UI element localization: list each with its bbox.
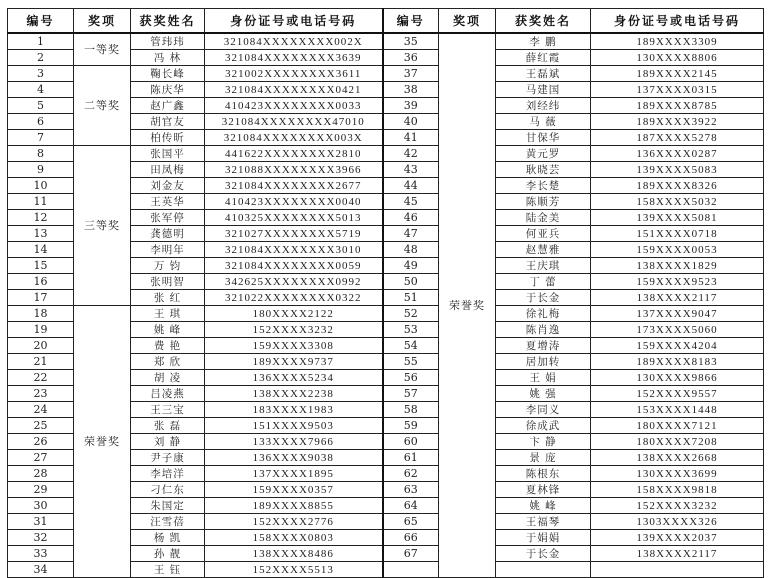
id-or-phone: 321084XXXXXXXX2677 — [205, 178, 383, 194]
winner-name: 柏传昕 — [131, 130, 205, 146]
winner-name: 尹子康 — [131, 450, 205, 466]
winner-name: 陈根东 — [496, 466, 591, 482]
row-number: 31 — [8, 514, 74, 530]
row-number: 14 — [8, 242, 74, 258]
winner-name: 于长金 — [496, 546, 591, 562]
row-number: 41 — [383, 130, 439, 146]
header-id-or-phone: 身份证号或电话号码 — [591, 9, 764, 34]
winners-table — [7, 8, 764, 578]
winner-name: 王福琴 — [496, 514, 591, 530]
winner-name: 于娟娟 — [496, 530, 591, 546]
row-number: 28 — [8, 466, 74, 482]
winner-name: 陈肖逸 — [496, 322, 591, 338]
winner-name: 田凤梅 — [131, 162, 205, 178]
winner-name: 胡 凌 — [131, 370, 205, 386]
id-or-phone: 136XXXX9038 — [205, 450, 383, 466]
winner-name: 徐成武 — [496, 418, 591, 434]
row-number: 47 — [383, 226, 439, 242]
id-or-phone: 136XXXX5234 — [205, 370, 383, 386]
row-number: 39 — [383, 98, 439, 114]
row-number: 15 — [8, 258, 74, 274]
id-or-phone: 1303XXXX326 — [591, 514, 764, 530]
winner-name: 郑 欣 — [131, 354, 205, 370]
winner-name: 李明年 — [131, 242, 205, 258]
id-or-phone: 159XXXX4204 — [591, 338, 764, 354]
winner-name: 姚 强 — [496, 386, 591, 402]
id-or-phone: 183XXXX1983 — [205, 402, 383, 418]
winner-name: 王磊斌 — [496, 66, 591, 82]
winner-name: 耿晓芸 — [496, 162, 591, 178]
winner-name: 胡官友 — [131, 114, 205, 130]
id-or-phone: 180XXXX7208 — [591, 434, 764, 450]
id-or-phone: 189XXXX2145 — [591, 66, 764, 82]
id-or-phone: 187XXXX5278 — [591, 130, 764, 146]
row-number: 50 — [383, 274, 439, 290]
id-or-phone: 342625XXXXXXXX0992 — [205, 274, 383, 290]
winner-name: 龚德明 — [131, 226, 205, 242]
id-or-phone: 321022XXXXXXXX0322 — [205, 290, 383, 306]
winner-name: 吕凌燕 — [131, 386, 205, 402]
header-number: 编号 — [383, 9, 439, 34]
row-number: 48 — [383, 242, 439, 258]
row-number: 57 — [383, 386, 439, 402]
id-or-phone: 410423XXXXXXXX0040 — [205, 194, 383, 210]
row-number: 22 — [8, 370, 74, 386]
id-or-phone: 133XXXX7966 — [205, 434, 383, 450]
row-number: 67 — [383, 546, 439, 562]
id-or-phone: 180XXXX2122 — [205, 306, 383, 322]
row-number: 7 — [8, 130, 74, 146]
empty-cell — [383, 562, 439, 578]
winner-name: 王 娟 — [496, 370, 591, 386]
winner-name: 李培洋 — [131, 466, 205, 482]
award-category: 二等奖 — [74, 66, 131, 146]
row-number: 46 — [383, 210, 439, 226]
id-or-phone: 151XXXX0718 — [591, 226, 764, 242]
id-or-phone: 180XXXX7121 — [591, 418, 764, 434]
winner-name: 马建国 — [496, 82, 591, 98]
row-number: 12 — [8, 210, 74, 226]
row-number: 34 — [8, 562, 74, 578]
row-number: 54 — [383, 338, 439, 354]
row-number: 6 — [8, 114, 74, 130]
winner-name: 王三宝 — [131, 402, 205, 418]
id-or-phone: 189XXXX3309 — [591, 33, 764, 50]
row-number: 16 — [8, 274, 74, 290]
id-or-phone: 138XXXX1829 — [591, 258, 764, 274]
id-or-phone: 321088XXXXXXXX3966 — [205, 162, 383, 178]
id-or-phone: 189XXXX8785 — [591, 98, 764, 114]
id-or-phone: 137XXXX0315 — [591, 82, 764, 98]
id-or-phone: 159XXXX9523 — [591, 274, 764, 290]
winner-name: 王庆琪 — [496, 258, 591, 274]
id-or-phone: 152XXXX5513 — [205, 562, 383, 578]
row-number: 33 — [8, 546, 74, 562]
id-or-phone: 152XXXX9557 — [591, 386, 764, 402]
id-or-phone: 189XXXX8855 — [205, 498, 383, 514]
winner-name: 夏增涛 — [496, 338, 591, 354]
id-or-phone: 158XXXX9818 — [591, 482, 764, 498]
id-or-phone: 136XXXX0287 — [591, 146, 764, 162]
winner-name: 冯 林 — [131, 50, 205, 66]
winner-name: 陈顺芳 — [496, 194, 591, 210]
id-or-phone: 159XXXX3308 — [205, 338, 383, 354]
row-number: 27 — [8, 450, 74, 466]
row-number: 59 — [383, 418, 439, 434]
id-or-phone: 153XXXX1448 — [591, 402, 764, 418]
winner-name: 陈庆华 — [131, 82, 205, 98]
row-number: 9 — [8, 162, 74, 178]
winner-name: 黄元罗 — [496, 146, 591, 162]
row-number: 40 — [383, 114, 439, 130]
winner-name: 万 钧 — [131, 258, 205, 274]
winner-name: 徐礼梅 — [496, 306, 591, 322]
row-number: 30 — [8, 498, 74, 514]
id-or-phone: 139XXXX5083 — [591, 162, 764, 178]
row-number: 37 — [383, 66, 439, 82]
header-id-or-phone: 身份证号或电话号码 — [205, 9, 383, 34]
row-number: 1 — [8, 33, 74, 50]
row-number: 42 — [383, 146, 439, 162]
winner-name: 夏林锋 — [496, 482, 591, 498]
winner-name: 张国平 — [131, 146, 205, 162]
winner-name: 鞠长峰 — [131, 66, 205, 82]
id-or-phone: 137XXXX1895 — [205, 466, 383, 482]
award-category: 荣誉奖 — [74, 306, 131, 578]
row-number: 5 — [8, 98, 74, 114]
row-number: 61 — [383, 450, 439, 466]
row-number: 20 — [8, 338, 74, 354]
winner-name: 刘经纬 — [496, 98, 591, 114]
winner-name: 居加转 — [496, 354, 591, 370]
id-or-phone: 321084XXXXXXXX0059 — [205, 258, 383, 274]
winner-name: 陆金美 — [496, 210, 591, 226]
winner-name: 张明智 — [131, 274, 205, 290]
id-or-phone: 158XXXX0803 — [205, 530, 383, 546]
winner-name: 赵慧雅 — [496, 242, 591, 258]
row-number: 19 — [8, 322, 74, 338]
id-or-phone: 189XXXX8326 — [591, 178, 764, 194]
id-or-phone: 189XXXX9737 — [205, 354, 383, 370]
winner-name: 景 庞 — [496, 450, 591, 466]
award-category: 一等奖 — [74, 33, 131, 66]
id-or-phone: 138XXXX8486 — [205, 546, 383, 562]
table-row — [8, 33, 764, 50]
row-number: 44 — [383, 178, 439, 194]
id-or-phone: 152XXXX3232 — [591, 498, 764, 514]
row-number: 4 — [8, 82, 74, 98]
empty-cell — [496, 562, 591, 578]
winner-name: 卞 静 — [496, 434, 591, 450]
id-or-phone: 321084XXXXXXXX3639 — [205, 50, 383, 66]
id-or-phone: 130XXXX9866 — [591, 370, 764, 386]
id-or-phone: 321084XXXXXXXX002X — [205, 33, 383, 50]
winner-name: 汪雪蓓 — [131, 514, 205, 530]
winner-name: 马 薇 — [496, 114, 591, 130]
id-or-phone: 151XXXX9503 — [205, 418, 383, 434]
winner-name: 甘保华 — [496, 130, 591, 146]
winner-name: 姚 峰 — [496, 498, 591, 514]
row-number: 29 — [8, 482, 74, 498]
id-or-phone: 321084XXXXXXXX003X — [205, 130, 383, 146]
header-number: 编号 — [8, 9, 74, 34]
row-number: 62 — [383, 466, 439, 482]
id-or-phone: 130XXXX3699 — [591, 466, 764, 482]
row-number: 8 — [8, 146, 74, 162]
id-or-phone: 152XXXX3232 — [205, 322, 383, 338]
winners-table-container — [7, 8, 763, 576]
award-category: 荣誉奖 — [439, 33, 496, 578]
winner-name: 姚 峰 — [131, 322, 205, 338]
row-number: 24 — [8, 402, 74, 418]
table-row — [8, 146, 764, 162]
winner-name: 管玮玮 — [131, 33, 205, 50]
id-or-phone: 138XXXX2668 — [591, 450, 764, 466]
row-number: 17 — [8, 290, 74, 306]
header-award: 奖项 — [74, 9, 131, 34]
row-number: 25 — [8, 418, 74, 434]
id-or-phone: 321027XXXXXXXX5719 — [205, 226, 383, 242]
row-number: 49 — [383, 258, 439, 274]
winner-name: 刘金友 — [131, 178, 205, 194]
winner-name: 朱国定 — [131, 498, 205, 514]
winner-name: 何亚兵 — [496, 226, 591, 242]
id-or-phone: 130XXXX8806 — [591, 50, 764, 66]
winner-name: 张军停 — [131, 210, 205, 226]
id-or-phone: 173XXXX5060 — [591, 322, 764, 338]
winner-name: 王 钰 — [131, 562, 205, 578]
winner-name: 费 艳 — [131, 338, 205, 354]
row-number: 23 — [8, 386, 74, 402]
row-number: 36 — [383, 50, 439, 66]
row-number: 65 — [383, 514, 439, 530]
row-number: 64 — [383, 498, 439, 514]
row-number: 26 — [8, 434, 74, 450]
row-number: 13 — [8, 226, 74, 242]
row-number: 3 — [8, 66, 74, 82]
id-or-phone: 159XXXX0357 — [205, 482, 383, 498]
header-award: 奖项 — [439, 9, 496, 34]
row-number: 45 — [383, 194, 439, 210]
winner-name: 张 红 — [131, 290, 205, 306]
id-or-phone: 138XXXX2238 — [205, 386, 383, 402]
id-or-phone: 137XXXX9047 — [591, 306, 764, 322]
row-number: 55 — [383, 354, 439, 370]
table-row — [8, 66, 764, 82]
row-number: 51 — [383, 290, 439, 306]
id-or-phone: 321084XXXXXXXX0421 — [205, 82, 383, 98]
table-row — [8, 306, 764, 322]
winner-name: 杨 凯 — [131, 530, 205, 546]
row-number: 60 — [383, 434, 439, 450]
id-or-phone: 189XXXX3922 — [591, 114, 764, 130]
winner-name: 王英华 — [131, 194, 205, 210]
id-or-phone: 138XXXX2117 — [591, 546, 764, 562]
row-number: 10 — [8, 178, 74, 194]
winner-name: 王 琪 — [131, 306, 205, 322]
row-number: 56 — [383, 370, 439, 386]
id-or-phone: 321084XXXXXXXX47010 — [205, 114, 383, 130]
id-or-phone: 139XXXX2037 — [591, 530, 764, 546]
winner-name: 刘 静 — [131, 434, 205, 450]
row-number: 58 — [383, 402, 439, 418]
header-winner-name: 获奖姓名 — [496, 9, 591, 34]
row-number: 21 — [8, 354, 74, 370]
winner-name: 薛红霞 — [496, 50, 591, 66]
row-number: 66 — [383, 530, 439, 546]
row-number: 35 — [383, 33, 439, 50]
row-number: 2 — [8, 50, 74, 66]
id-or-phone: 410423XXXXXXXX0033 — [205, 98, 383, 114]
id-or-phone: 321084XXXXXXXX3010 — [205, 242, 383, 258]
row-number: 52 — [383, 306, 439, 322]
id-or-phone: 152XXXX2776 — [205, 514, 383, 530]
row-number: 38 — [383, 82, 439, 98]
winner-name: 刁仁东 — [131, 482, 205, 498]
id-or-phone: 441622XXXXXXXX2810 — [205, 146, 383, 162]
row-number: 43 — [383, 162, 439, 178]
id-or-phone: 158XXXX5032 — [591, 194, 764, 210]
row-number: 32 — [8, 530, 74, 546]
winner-name: 李同义 — [496, 402, 591, 418]
winner-name: 孙 靓 — [131, 546, 205, 562]
header-row — [8, 9, 764, 34]
id-or-phone: 189XXXX8183 — [591, 354, 764, 370]
winner-name: 李 鹏 — [496, 33, 591, 50]
winner-name: 张 磊 — [131, 418, 205, 434]
table-body — [8, 33, 764, 578]
winner-name: 丁 蕾 — [496, 274, 591, 290]
id-or-phone: 139XXXX5081 — [591, 210, 764, 226]
winner-name: 于长金 — [496, 290, 591, 306]
header-winner-name: 获奖姓名 — [131, 9, 205, 34]
empty-cell — [591, 562, 764, 578]
row-number: 53 — [383, 322, 439, 338]
winner-name: 赵广鑫 — [131, 98, 205, 114]
row-number: 63 — [383, 482, 439, 498]
award-category: 三等奖 — [74, 146, 131, 306]
id-or-phone: 138XXXX2117 — [591, 290, 764, 306]
id-or-phone: 159XXXX0053 — [591, 242, 764, 258]
id-or-phone: 410325XXXXXXXX5013 — [205, 210, 383, 226]
row-number: 11 — [8, 194, 74, 210]
row-number: 18 — [8, 306, 74, 322]
winner-name: 李长楚 — [496, 178, 591, 194]
id-or-phone: 321002XXXXXXXX3611 — [205, 66, 383, 82]
